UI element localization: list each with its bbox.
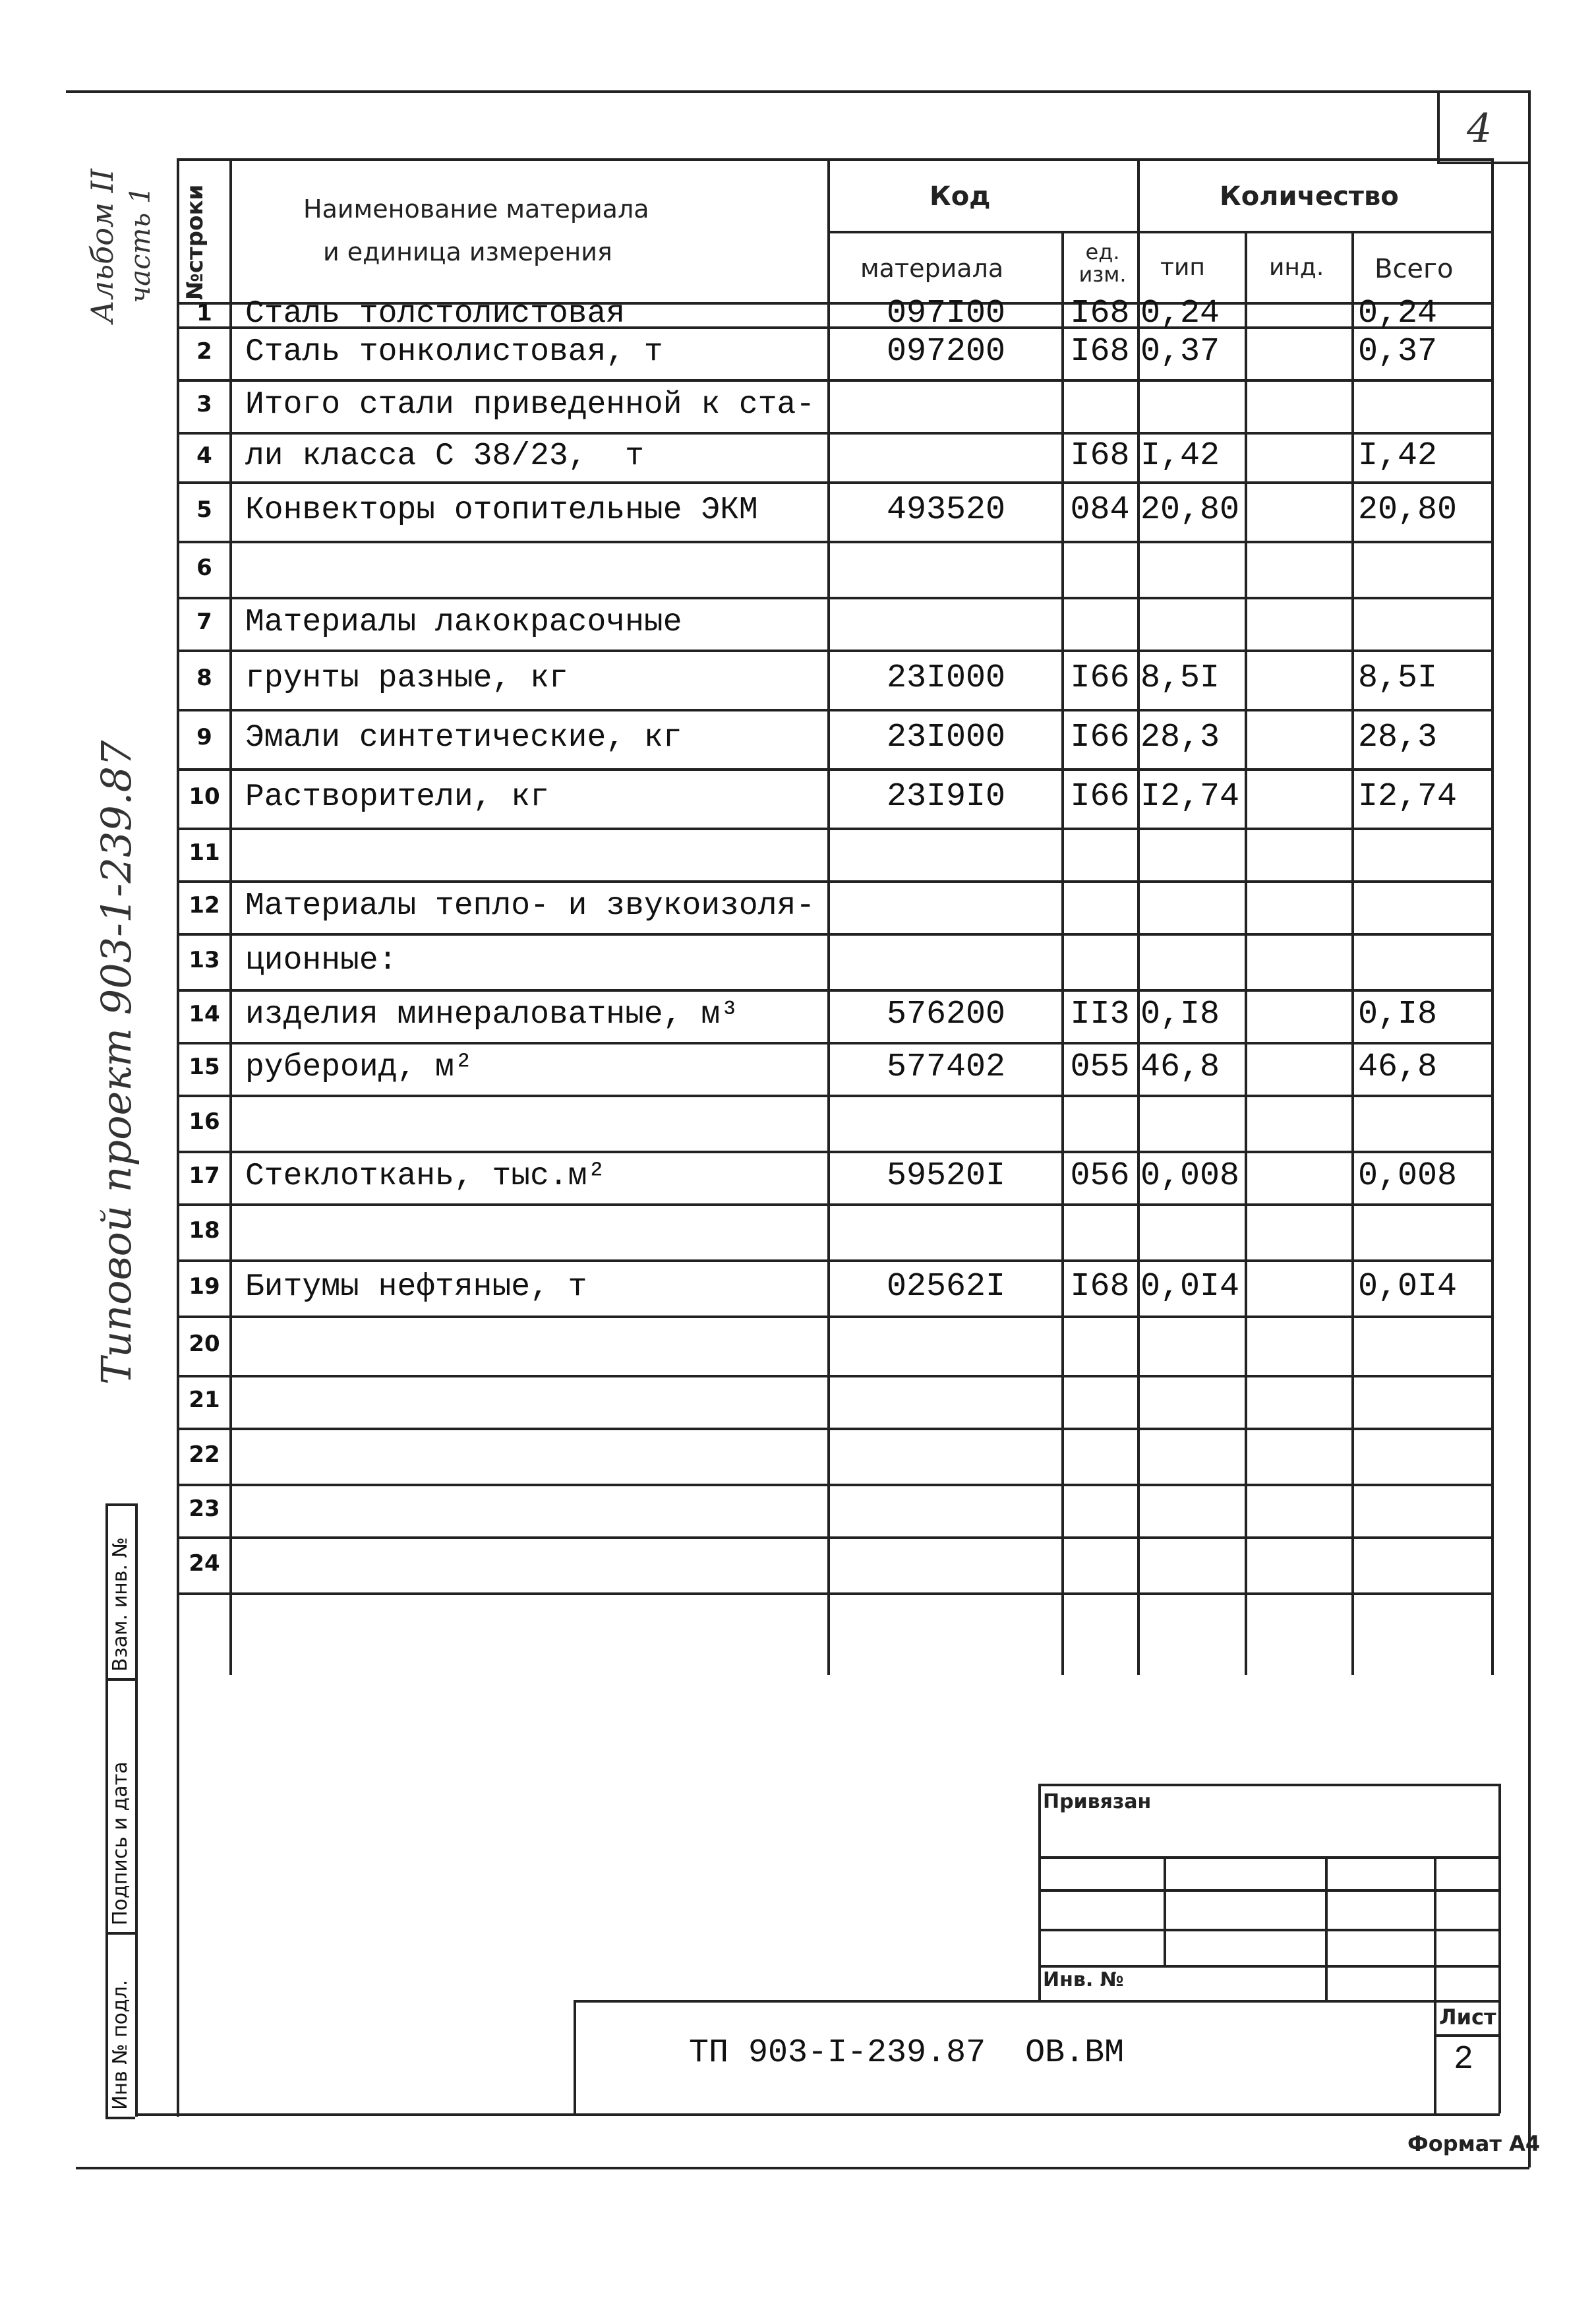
stamp-podpis: Подпись и дата: [109, 1761, 132, 1925]
row-tip: 8,5I: [1140, 659, 1220, 697]
row-code: 493520: [886, 491, 1006, 529]
header-name-line1: Наименование материала: [303, 195, 649, 224]
sheet-corner-number: 4: [1467, 106, 1493, 152]
row-total: 0,I8: [1358, 996, 1438, 1033]
row-total: 0,0I4: [1358, 1267, 1458, 1306]
row-unit: I68: [1070, 1267, 1130, 1306]
tb-line-4: [1038, 1965, 1500, 1968]
header-top: [177, 158, 1494, 161]
row-number: 7: [196, 609, 212, 635]
col-line-2: [827, 158, 830, 1675]
row-divider: [177, 1315, 1494, 1318]
row-divider: [177, 1259, 1494, 1262]
row-divider: [177, 481, 1494, 484]
row-name: Сталь тонколистовая, т: [245, 334, 663, 370]
row-code: 23I9I0: [886, 778, 1006, 816]
row-number: 14: [189, 1001, 220, 1027]
stamp-sheet-no: 2: [1454, 2041, 1474, 2078]
row-total: I2,74: [1358, 778, 1458, 816]
row-number: 22: [189, 1441, 220, 1468]
row-divider: [177, 1484, 1494, 1486]
row-number: 21: [189, 1387, 220, 1413]
row-divider: [177, 1592, 1494, 1595]
row-unit: I66: [1070, 719, 1130, 756]
row-tip: 0,24: [1140, 294, 1220, 332]
row-name: Эмали синтетические, кг: [245, 720, 682, 756]
row-unit: I68: [1070, 333, 1130, 371]
header-qty-total: Всего: [1374, 254, 1454, 284]
row-unit: 084: [1070, 491, 1130, 529]
row-divider: [177, 768, 1494, 771]
tb-sheet-line: [1434, 2034, 1500, 2037]
header-mid: [827, 231, 1494, 233]
row-divider: [177, 379, 1494, 382]
row-total: 0,37: [1358, 333, 1438, 371]
row-divider: [177, 1095, 1494, 1097]
header-row-no: №строки: [182, 184, 208, 300]
corner-box-line-h: [1437, 162, 1529, 164]
title-block-top: [1038, 1784, 1500, 1786]
row-divider: [177, 1536, 1494, 1539]
row-number: 23: [189, 1496, 220, 1522]
row-number: 5: [196, 497, 212, 523]
row-code: 23I000: [886, 719, 1006, 756]
row-name: изделия минераловатные, м³: [245, 997, 739, 1033]
row-name: грунты разные, кг: [245, 661, 568, 696]
row-number: 20: [189, 1331, 220, 1357]
header-qty-ind: инд.: [1269, 254, 1324, 281]
row-number: 17: [189, 1163, 220, 1189]
tb-line-2: [1038, 1889, 1500, 1892]
row-divider: [177, 541, 1494, 543]
col-line-7: [1491, 158, 1494, 1675]
col-line-1: [229, 158, 232, 1675]
row-name: Растворители, кг: [245, 779, 549, 815]
tb-line-1: [1038, 1856, 1500, 1859]
row-divider: [177, 709, 1494, 711]
row-code: 576200: [886, 996, 1006, 1033]
row-name: Сталь толстолистовая: [245, 295, 626, 332]
row-number: 9: [196, 724, 212, 750]
row-code: 23I000: [886, 659, 1006, 697]
stamp-privyazan: Привязан: [1043, 1790, 1152, 1813]
row-number: 18: [189, 1217, 220, 1244]
row-code: 02562I: [886, 1267, 1006, 1306]
row-name: ли класса С 38/23, т: [245, 438, 644, 474]
row-number: 4: [196, 442, 212, 469]
row-name: Битумы нефтяные, т: [245, 1269, 587, 1305]
format-label: Формат А4: [1407, 2131, 1541, 2156]
row-number: 16: [189, 1108, 220, 1135]
row-total: I,42: [1358, 437, 1438, 475]
row-unit: I68: [1070, 437, 1130, 475]
row-tip: 0,0I4: [1140, 1267, 1240, 1306]
row-tip: 28,3: [1140, 719, 1220, 756]
tb-col-1: [1164, 1856, 1166, 1965]
margin-note-project: Типовой проект 903-1-239.87: [92, 740, 140, 1385]
row-code: 097200: [886, 333, 1006, 371]
stamp-div-4: [105, 2117, 135, 2119]
stamp-sheet-label: Лист: [1439, 2005, 1496, 2030]
col-line-6: [1351, 231, 1354, 1675]
row-name: Материалы тепло- и звукоизоля-: [245, 888, 815, 924]
row-unit: 055: [1070, 1048, 1130, 1086]
tb-main-left: [574, 2000, 576, 2113]
tb-col-3: [1434, 1856, 1436, 2113]
stamp-designation: ТП 903-I-239.87 ОВ.ВМ: [689, 2034, 1125, 2072]
row-name: Материалы лакокрасочные: [245, 605, 682, 640]
row-tip: 46,8: [1140, 1048, 1220, 1086]
row-divider: [177, 1203, 1494, 1206]
row-number: 1: [196, 299, 212, 326]
margin-note-part: [124, 187, 156, 303]
tb-main-bottom: [135, 2113, 1500, 2116]
row-tip: 0,37: [1140, 333, 1220, 371]
row-divider: [177, 1151, 1494, 1153]
title-block-left: [1038, 1784, 1041, 2001]
col-line-4: [1137, 158, 1140, 1675]
row-tip: 0,008: [1140, 1157, 1240, 1195]
margin-note-line1: Альбом II: [84, 168, 120, 323]
row-total: 8,5I: [1358, 659, 1438, 697]
row-unit: I66: [1070, 659, 1130, 697]
row-name: Стеклоткань, тыс.м²: [245, 1159, 606, 1194]
header-code-material: материала: [860, 254, 1004, 283]
header-name-line2: и единица измерения: [323, 237, 612, 266]
row-divider: [177, 880, 1494, 883]
row-divider: [177, 1428, 1494, 1430]
row-divider: [177, 933, 1494, 936]
row-unit: 056: [1070, 1157, 1130, 1195]
header-code-group: Код: [930, 181, 991, 212]
row-divider: [177, 1042, 1494, 1044]
row-tip: 20,80: [1140, 491, 1240, 529]
row-number: 8: [196, 665, 212, 691]
row-unit: I66: [1070, 778, 1130, 816]
frame-top: [66, 90, 1529, 93]
stamp-div-3: [105, 1932, 135, 1935]
row-number: 19: [189, 1273, 220, 1300]
row-number: 3: [196, 391, 212, 417]
row-name: ционные:: [245, 942, 398, 979]
margin-note-line2: часть 1: [124, 186, 156, 303]
row-total: 0,24: [1358, 294, 1438, 332]
row-number: 11: [189, 839, 220, 866]
row-number: 13: [189, 946, 220, 973]
row-total: 46,8: [1358, 1048, 1438, 1086]
row-number: 15: [189, 1054, 220, 1080]
row-code: 097I00: [886, 294, 1006, 332]
row-name: Конвекторы отопительные ЭКМ: [245, 493, 758, 528]
row-name: рубероид, м²: [245, 1050, 473, 1085]
row-code: 59520I: [886, 1157, 1006, 1195]
stamp-col-left: [105, 1503, 108, 2117]
row-tip: 0,I8: [1140, 996, 1220, 1033]
row-number: 10: [189, 783, 220, 810]
header-qty-type: тип: [1160, 254, 1205, 281]
tb-main-top: [574, 2000, 1500, 2003]
row-number: 12: [189, 892, 220, 919]
row-divider: [177, 597, 1494, 599]
tb-col-2: [1325, 1856, 1328, 2001]
row-total: 0,008: [1358, 1157, 1458, 1195]
frame-right: [1528, 90, 1531, 2167]
row-divider: [177, 828, 1494, 830]
row-total: 28,3: [1358, 719, 1438, 756]
row-unit: II3: [1070, 996, 1130, 1033]
row-divider: [177, 650, 1494, 652]
row-divider: [177, 1375, 1494, 1377]
stamp-div-1: [105, 1503, 135, 1506]
tb-line-3: [1038, 1929, 1500, 1931]
row-tip: I2,74: [1140, 778, 1240, 816]
row-number: 24: [189, 1550, 220, 1577]
row-divider: [177, 432, 1494, 435]
row-unit: I68: [1070, 294, 1130, 332]
margin-note-album: [84, 169, 120, 323]
frame-bottom: [76, 2167, 1529, 2169]
row-divider: [177, 989, 1494, 992]
stamp-div-2: [105, 1678, 135, 1681]
stamp-col-right: [135, 1503, 138, 2117]
row-tip: I,42: [1140, 437, 1220, 475]
stamp-inv-no: Инв. №: [1043, 1968, 1124, 1991]
row-total: 20,80: [1358, 491, 1458, 529]
stamp-vzam: Взам. инв. №: [109, 1537, 132, 1672]
row-number: 6: [196, 554, 212, 581]
row-number: 2: [196, 338, 212, 365]
corner-box-line: [1437, 90, 1440, 163]
header-code-unit: ед. изм.: [1079, 239, 1127, 287]
stamp-inv: Инв № подл.: [109, 1980, 132, 2110]
row-name: Итого стали приведенной к ста-: [245, 387, 815, 423]
row-code: 577402: [886, 1048, 1006, 1086]
header-qty-group: Количество: [1220, 181, 1399, 212]
title-block-right: [1498, 1784, 1501, 2113]
col-line-5: [1245, 231, 1247, 1675]
